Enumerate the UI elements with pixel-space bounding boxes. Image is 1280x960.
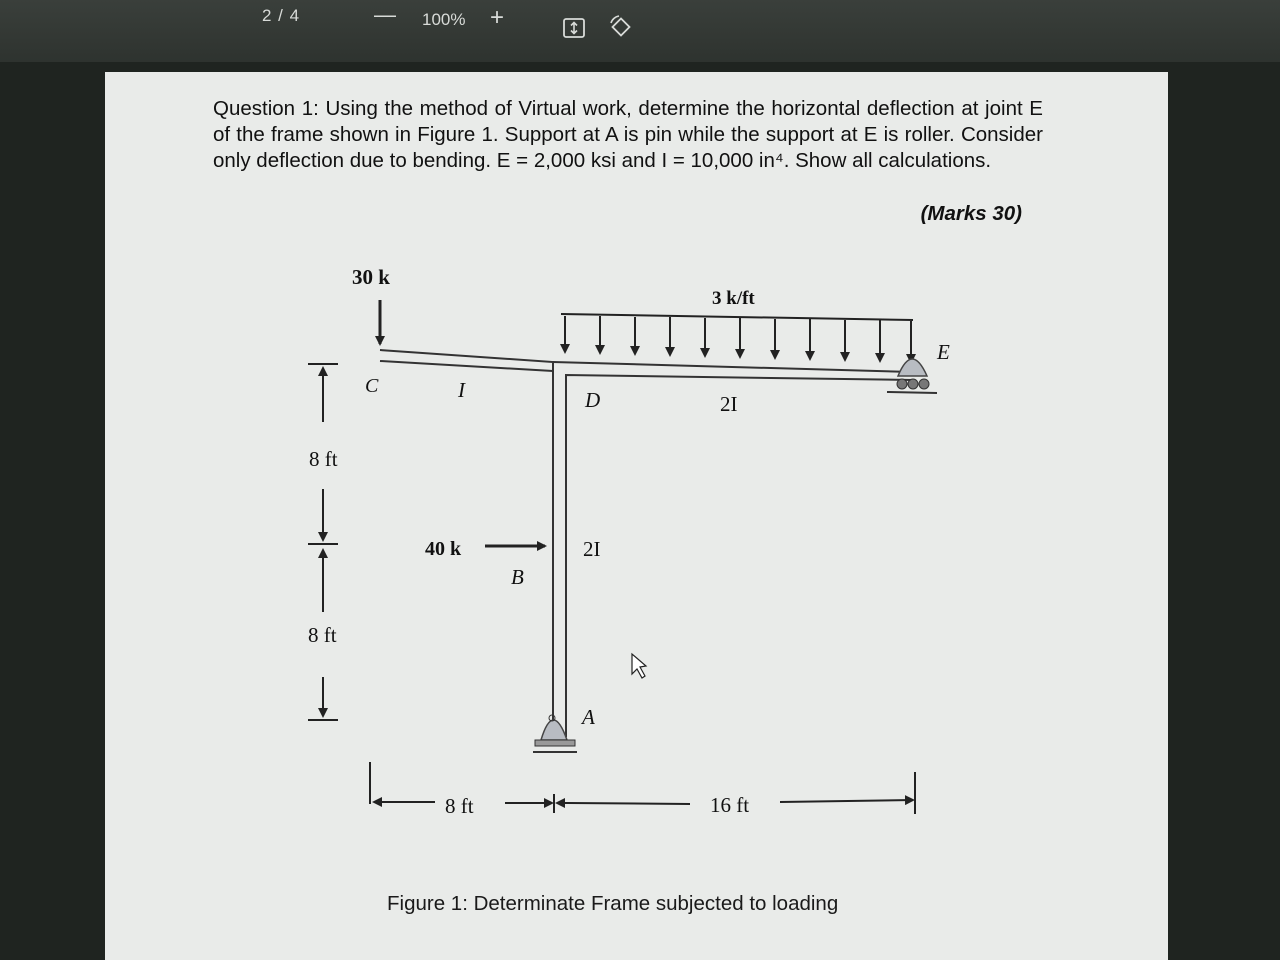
distributed-load	[561, 314, 913, 362]
member-cd-inertia: I	[458, 378, 465, 402]
pin-support-a	[533, 715, 577, 752]
rotate-icon[interactable]	[608, 14, 634, 40]
joint-a-label: A	[582, 705, 595, 729]
zoom-out-button[interactable]: —	[374, 2, 396, 27]
viewer-toolbar	[0, 0, 1280, 62]
joint-e-label: E	[937, 340, 950, 364]
joint-d-label: D	[585, 388, 601, 412]
question-text: Question 1: Using the method of Virtual work, determine the horizontal deflection at joint E of the frame shown in Figure 1. Support at A is pin while the support at E is roller. Consider only deflection due to bending. E = 2,000 ksi and I = 10,000 in⁴. Show all calculations.	[213, 97, 1043, 172]
horizontal-load-label: 40 k	[425, 538, 462, 560]
member-cd	[380, 350, 553, 737]
member-ad-inertia: 2I	[583, 537, 601, 561]
joint-c-label: C	[365, 375, 379, 397]
dimension-left-label: 8 ft	[445, 794, 474, 818]
vertical-dimension	[308, 364, 338, 720]
page-indicator: 2 / 4	[262, 6, 301, 25]
zoom-in-button[interactable]: +	[490, 4, 505, 31]
frame-figure	[105, 72, 1168, 960]
member-ad	[566, 375, 913, 737]
joint-b-label: B	[511, 565, 524, 589]
marks-label: (Marks 30)	[920, 202, 1022, 225]
point-load-label: 30 k	[352, 265, 390, 289]
mouse-cursor-icon	[632, 654, 646, 678]
member-de-top	[553, 362, 913, 372]
member-de-inertia: 2I	[720, 392, 738, 416]
dimension-lower-label: 8 ft	[308, 623, 337, 647]
zoom-level: 100%	[422, 10, 466, 29]
member-de	[380, 361, 553, 371]
distributed-load-label: 3 k/ft	[712, 288, 755, 309]
dimension-upper-label: 8 ft	[309, 447, 338, 471]
dimension-right-label: 16 ft	[710, 793, 750, 817]
figure-caption: Figure 1: Determinate Frame subjected to loading	[387, 892, 839, 915]
fit-page-icon[interactable]	[562, 16, 586, 40]
roller-support-e	[887, 359, 937, 393]
document-page	[105, 72, 1168, 960]
